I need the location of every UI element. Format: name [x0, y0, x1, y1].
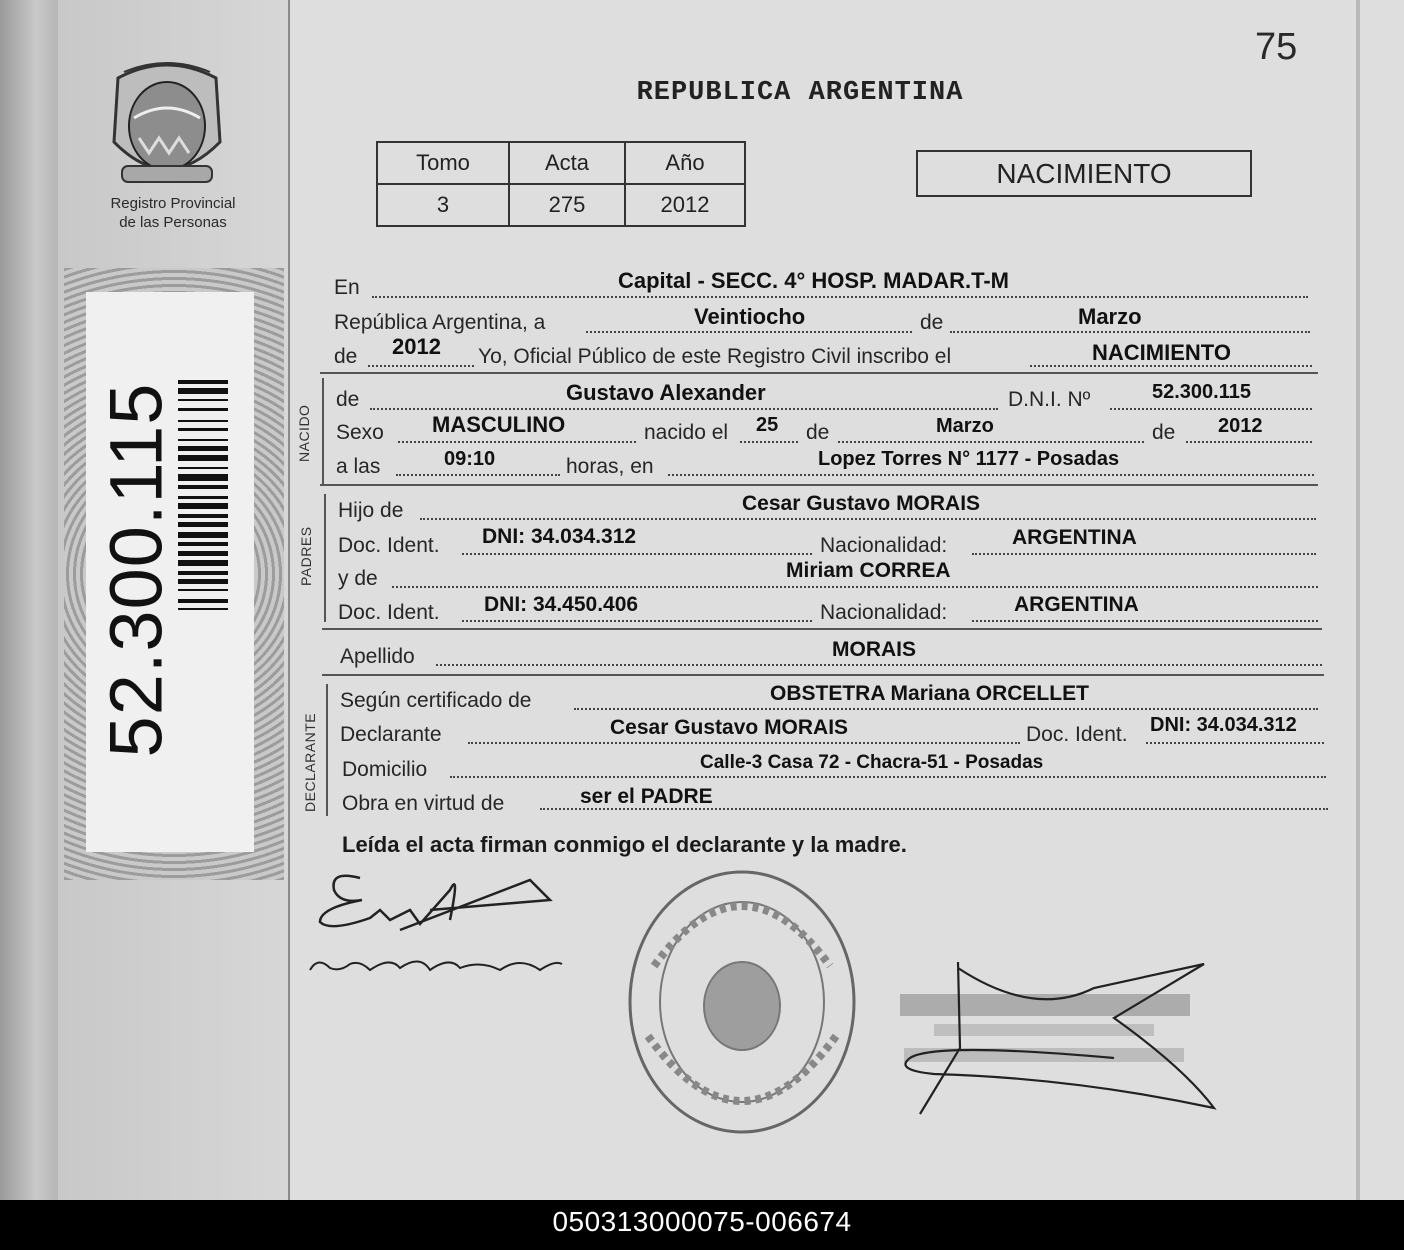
value-birth-year: 2012: [1218, 415, 1263, 437]
section-divider: [322, 628, 1322, 630]
stub-number-text: 52.300.115: [94, 382, 178, 758]
dotted-line: [972, 620, 1318, 622]
label-sexo: Sexo: [336, 421, 384, 444]
value-birth-month: Marzo: [936, 415, 994, 437]
value-act-type: NACIMIENTO: [1092, 340, 1231, 365]
dotted-line: [450, 776, 1326, 778]
section-label-nacido: NACIDO: [296, 404, 312, 462]
dotted-line: [668, 474, 1314, 476]
value-mother-nationality: ARGENTINA: [1014, 593, 1139, 616]
facing-page-edge: [0, 0, 60, 1200]
label-nacido-el: nacido el: [644, 421, 729, 444]
label-doc-ident: Doc. Ident.: [1026, 723, 1128, 746]
value-day-words: Veintiocho: [694, 304, 806, 329]
barcode-bar: [178, 455, 228, 461]
label-de: de: [1152, 421, 1176, 444]
barcode-bar: [178, 608, 228, 610]
value-surname: MORAIS: [832, 638, 916, 661]
official-signature-stamp-icon: [894, 958, 1224, 1118]
barcode-icon: [178, 380, 228, 760]
dotted-line: [462, 553, 812, 555]
dotted-line: [398, 441, 636, 443]
section-bar: [322, 378, 324, 484]
barcode-bar: [178, 571, 228, 575]
stub-vertical-number: [96, 330, 176, 810]
dotted-line: [392, 586, 1318, 588]
closing-statement: Leída el acta firman conmigo el declarante y la madre.: [342, 832, 907, 857]
record-header-acta: Acta: [509, 142, 625, 184]
label-domicilio: Domicilio: [342, 758, 428, 781]
label-segun-certificado: Según certificado de: [340, 689, 532, 712]
value-place: Capital - SECC. 4° HOSP. MADAR.T-M: [618, 268, 1009, 293]
label-obra-en-virtud: Obra en virtud de: [342, 792, 505, 815]
record-header-anio: Año: [625, 142, 745, 184]
footer-code: 050313000075-006674: [0, 1200, 1404, 1250]
dotted-line: [1186, 441, 1312, 443]
value-father-nationality: ARGENTINA: [1012, 526, 1137, 549]
label-a-las: a las: [336, 455, 381, 478]
record-header-tomo: Tomo: [377, 142, 509, 184]
barcode-bar: [178, 399, 228, 401]
barcode-bar: [178, 560, 228, 566]
barcode-bar: [178, 380, 228, 384]
value-address: Calle-3 Casa 72 - Chacra-51 - Posadas: [700, 752, 1044, 773]
page-number: 75: [1255, 26, 1298, 68]
label-declarante: Declarante: [340, 723, 442, 746]
dotted-line: [368, 365, 474, 367]
barcode-bar: [178, 467, 228, 469]
barcode-bar: [178, 599, 228, 603]
dotted-line: [574, 708, 1318, 710]
value-birth-place: Lopez Torres N° 1177 - Posadas: [818, 448, 1120, 470]
dotted-line: [950, 331, 1310, 333]
barcode-bar: [178, 542, 228, 546]
dotted-line: [372, 296, 1308, 298]
dotted-line: [420, 518, 1316, 520]
barcode-bar: [178, 522, 228, 527]
dotted-line: [1146, 742, 1324, 744]
value-child-dni: 52.300.115: [1152, 381, 1251, 403]
dotted-line: [396, 474, 560, 476]
label-nacionalidad: Nacionalidad:: [820, 534, 948, 557]
label-en: En: [334, 276, 360, 299]
label-de: de: [920, 311, 944, 334]
value-child-name: Gustavo Alexander: [566, 380, 766, 405]
official-round-seal-icon: [624, 866, 860, 1138]
section-bar: [326, 684, 328, 816]
label-de: de: [334, 345, 358, 368]
label-de: de: [336, 388, 360, 411]
label-nacionalidad: Nacionalidad:: [820, 601, 948, 624]
section-divider: [320, 372, 1318, 374]
section-label-declarante: DECLARANTE: [302, 712, 318, 812]
record-value-tomo: 3: [377, 184, 509, 226]
value-father-name: Cesar Gustavo MORAIS: [742, 492, 981, 515]
document-title: REPUBLICA ARGENTINA: [636, 78, 964, 108]
dotted-line: [838, 441, 1144, 443]
mother-signature-icon: [300, 860, 580, 990]
barcode-bar: [178, 485, 228, 489]
record-value-anio: 2012: [625, 184, 745, 226]
value-sex: MASCULINO: [432, 412, 566, 437]
barcode-bar: [178, 589, 228, 591]
barcode-bar: [178, 428, 228, 431]
dotted-line: [462, 620, 812, 622]
barcode-bar: [178, 551, 228, 556]
page-edge: [1356, 0, 1360, 1200]
section-divider: [322, 674, 1324, 676]
label-hijo-de: Hijo de: [338, 499, 404, 522]
dotted-line: [370, 408, 998, 410]
label-doc-ident: Doc. Ident.: [338, 601, 440, 624]
dotted-line: [740, 441, 798, 443]
registry-caption-line2: de las Personas: [119, 214, 227, 231]
record-table-header-row: [377, 142, 745, 184]
dotted-line: [1110, 408, 1312, 410]
barcode-bar: [178, 388, 228, 394]
label-apellido: Apellido: [340, 645, 415, 668]
dotted-line: [436, 664, 1322, 666]
barcode-bar: [178, 532, 228, 538]
record-value-acta: 275: [509, 184, 625, 226]
dotted-line: [586, 331, 912, 333]
section-bar: [324, 494, 326, 622]
barcode-bar: [178, 420, 228, 422]
value-declarant-doc: DNI: 34.034.312: [1150, 714, 1297, 736]
barcode-bar: [178, 579, 228, 584]
barcode-bar: [178, 514, 228, 518]
value-father-doc: DNI: 34.034.312: [482, 525, 637, 548]
barcode-bar: [178, 439, 228, 441]
value-month: Marzo: [1078, 304, 1142, 329]
label-de: de: [806, 421, 830, 444]
section-label-padres: PADRES: [298, 526, 314, 586]
label-registro: Yo, Oficial Público de este Registro Civil inscribo el: [478, 345, 952, 368]
value-capacity: ser el PADRE: [580, 785, 713, 808]
label-horas-en: horas, en: [566, 455, 654, 478]
provincial-seal-icon: [104, 58, 230, 190]
value-mother-name: Miriam CORREA: [786, 559, 951, 582]
barcode-bar: [178, 496, 228, 499]
barcode-bar: [178, 408, 228, 411]
record-table-value-row: [377, 184, 745, 226]
record-type-box: NACIMIENTO: [916, 150, 1252, 197]
value-certificate: OBSTETRA Mariana ORCELLET: [770, 682, 1089, 705]
value-mother-doc: DNI: 34.450.406: [484, 593, 639, 616]
label-republica: República Argentina, a: [334, 311, 546, 334]
dotted-line: [972, 553, 1316, 555]
barcode-bar: [178, 474, 228, 481]
value-declarant: Cesar Gustavo MORAIS: [610, 716, 849, 739]
barcode-bar: [178, 503, 228, 509]
dotted-line: [468, 742, 1020, 744]
registry-caption-line1: Registro Provincial: [110, 195, 236, 212]
label-y-de: y de: [338, 567, 378, 590]
section-divider: [320, 484, 1318, 486]
record-table: [376, 141, 746, 227]
value-year: 2012: [392, 334, 441, 359]
value-birth-day: 25: [756, 414, 779, 436]
value-birth-time: 09:10: [444, 448, 496, 470]
label-doc-ident: Doc. Ident.: [338, 534, 440, 557]
label-dni: D.N.I. Nº: [1008, 388, 1091, 411]
registry-caption: [88, 194, 258, 232]
barcode-bar: [178, 446, 228, 451]
